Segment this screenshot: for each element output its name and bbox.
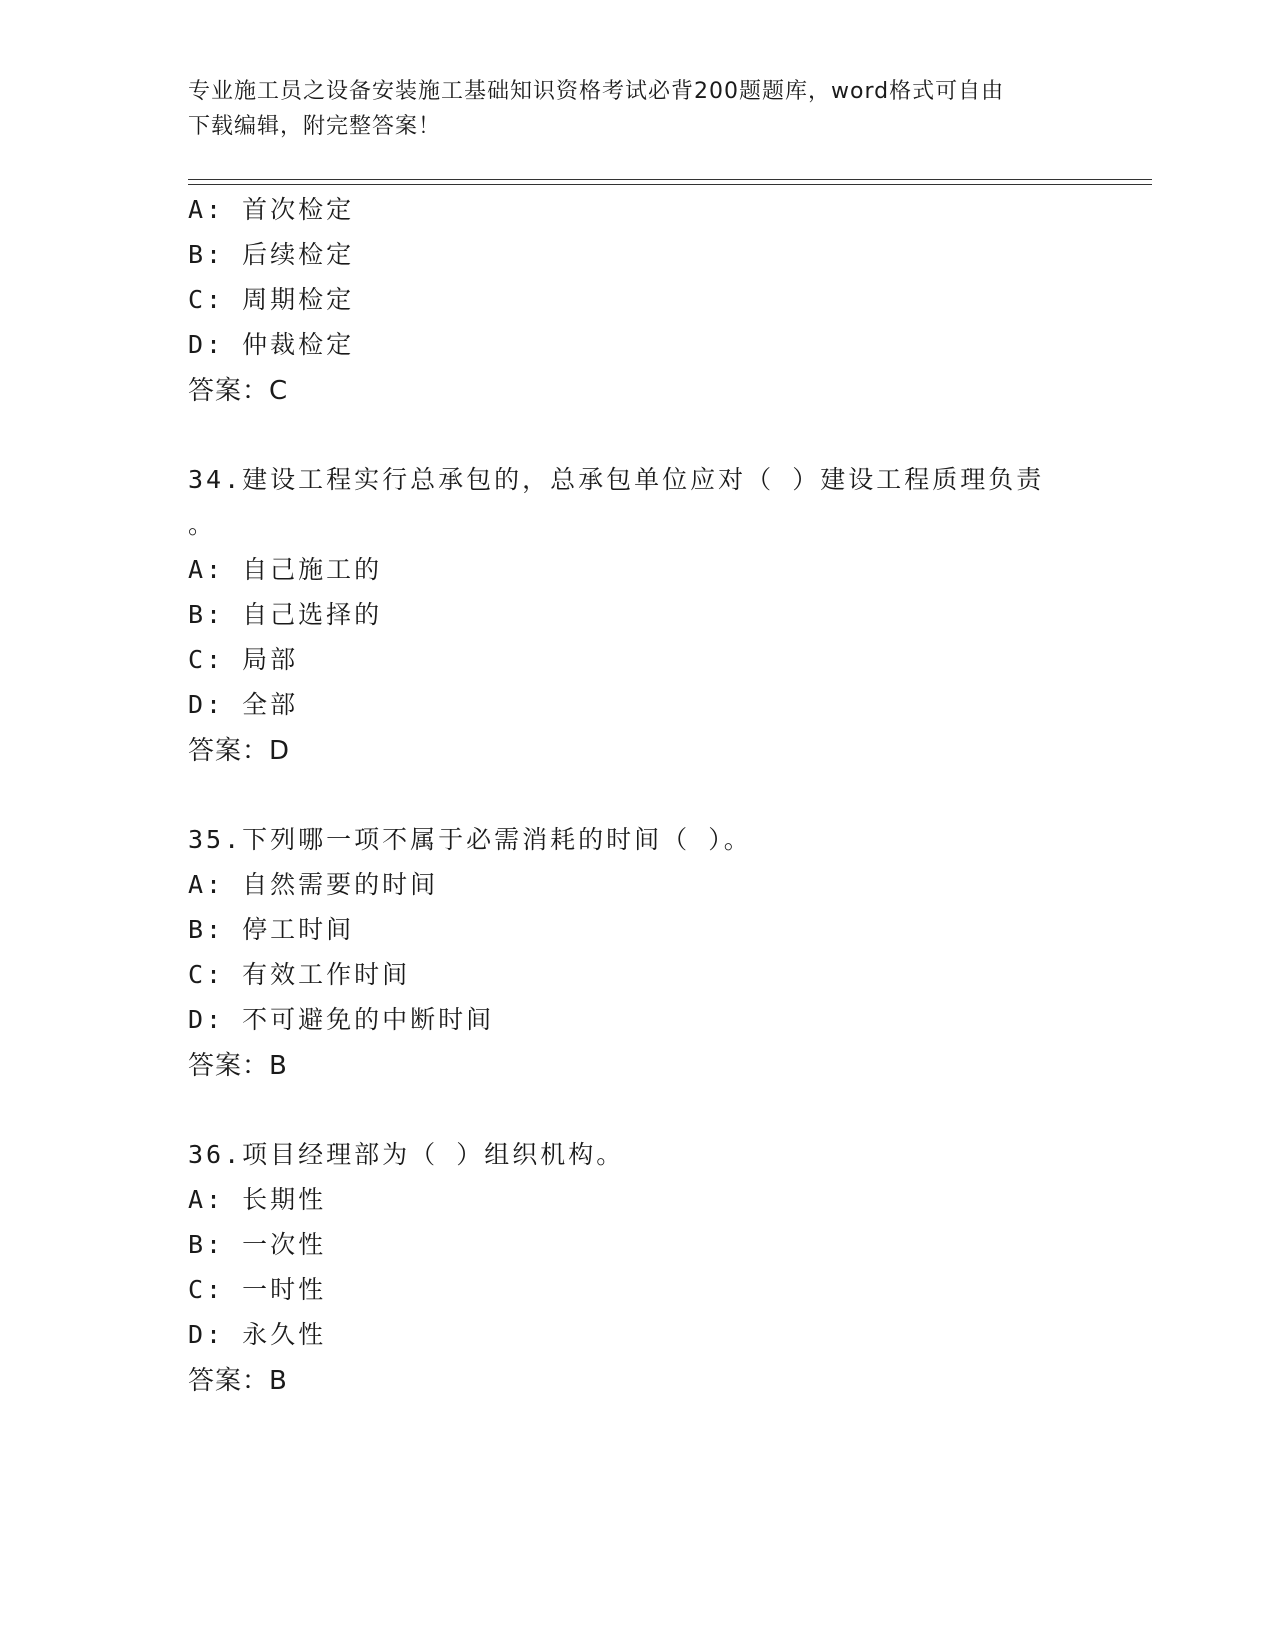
header-line-2: 下载编辑，附完整答案！ [188,114,442,139]
q35-stem: 35.下列哪一项不属于必需消耗的时间（ ）。 [188,825,752,854]
q35-answer: 答案：B [188,1051,288,1081]
q33-answer: 答案：C [188,376,289,406]
q36-stem: 36.项目经理部为（ ）组织机构。 [188,1140,625,1169]
q34-option-a: A: 自己施工的 [188,555,383,584]
q36-option-a: A: 长期性 [188,1185,327,1214]
header-line-1: 专业施工员之设备安装施工基础知识资格考试必背200题题库，word格式可自由 [188,79,1005,104]
q33-option-d: D: 仲裁检定 [188,330,355,359]
q33-option-a: A: 首次检定 [188,195,355,224]
q35-option-b: B: 停工时间 [188,915,355,944]
q34-option-d: D: 全部 [188,690,299,719]
header-rule-bottom [188,184,1152,185]
document-header [188,74,1088,144]
q36-option-b: B: 一次性 [188,1230,327,1259]
q35-option-a: A: 自然需要的时间 [188,870,439,899]
q34-stem-continued: 。 [188,510,217,539]
q36-option-d: D: 永久性 [188,1320,327,1349]
q34-answer: 答案：D [188,736,291,766]
q33-option-c: C: 周期检定 [188,285,355,314]
q33-option-b: B: 后续检定 [188,240,355,269]
q36-answer: 答案：B [188,1366,288,1396]
q34-option-b: B: 自己选择的 [188,600,383,629]
q34-stem: 34.建设工程实行总承包的，总承包单位应对（ ）建设工程质理负责 [188,465,1045,494]
q35-option-d: D: 不可避免的中断时间 [188,1005,495,1034]
header-rule-top [188,179,1152,180]
q34-option-c: C: 局部 [188,645,299,674]
q35-option-c: C: 有效工作时间 [188,960,411,989]
q36-option-c: C: 一时性 [188,1275,327,1304]
